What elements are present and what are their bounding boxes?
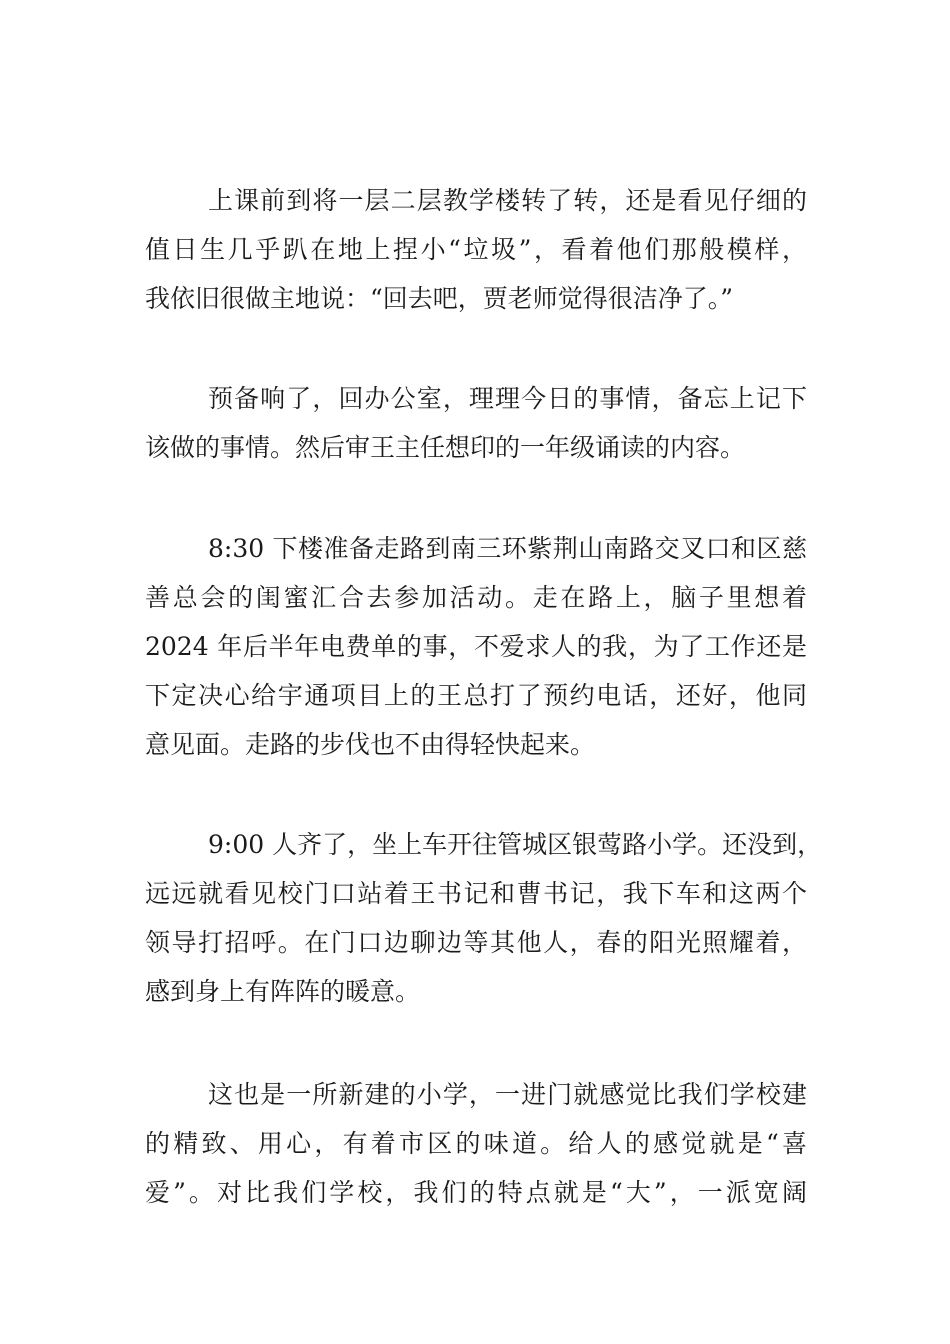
paragraph-line: 我依旧很做主地说：“回去吧，贾老师觉得很洁净了。” — [145, 284, 734, 313]
paragraph-3 — [145, 524, 807, 769]
paragraph-5 — [145, 1070, 807, 1217]
paragraph-line: 下定决心给宇通项目上的王总打了预约电话，还好，他同 — [145, 681, 807, 710]
paragraph-4 — [145, 820, 823, 1016]
paragraph-line: 意见面。走路的步伐也不由得轻快起来。 — [145, 730, 596, 759]
paragraph-line: 的精致、用心，有着市区的味道。给人的感觉就是“喜 — [145, 1129, 807, 1158]
paragraph-line: 8:30 下楼准备走路到南三环紫荆山南路交叉口和区慈 — [208, 534, 807, 563]
paragraph-line: 2024 年后半年电费单的事，不爱求人的我，为了工作还是 — [145, 632, 807, 661]
paragraph-line: 值日生几乎趴在地上捏小“垃圾”，看着他们那般模样， — [145, 235, 807, 264]
paragraph-line: 这也是一所新建的小学，一进门就感觉比我们学校建 — [208, 1080, 807, 1109]
paragraph-line: 爱”。对比我们学校，我们的特点就是“大”，一派宽阔 — [145, 1178, 807, 1207]
paragraph-line: 上课前到将一层二层教学楼转了转，还是看见仔细的 — [208, 186, 807, 215]
paragraph-line: 预备响了，回办公室，理理今日的事情，备忘上记下 — [208, 384, 807, 413]
paragraph-line: 该做的事情。然后审王主任想印的一年级诵读的内容。 — [145, 433, 746, 462]
paragraph-line: 善总会的闺蜜汇合去参加活动。走在路上，脑子里想着 — [145, 583, 807, 612]
paragraph-2 — [145, 374, 807, 472]
paragraph-line: 远远就看见校门口站着王书记和曹书记，我下车和这两个 — [145, 879, 807, 908]
paragraph-line: 9:00 人齐了，坐上车开往管城区银莺路小学。还没到， — [208, 830, 823, 859]
paragraph-1 — [145, 176, 807, 323]
paragraph-line: 感到身上有阵阵的暖意。 — [145, 977, 421, 1006]
paragraph-line: 领导打招呼。在门口边聊边等其他人，春的阳光照耀着， — [145, 928, 807, 957]
